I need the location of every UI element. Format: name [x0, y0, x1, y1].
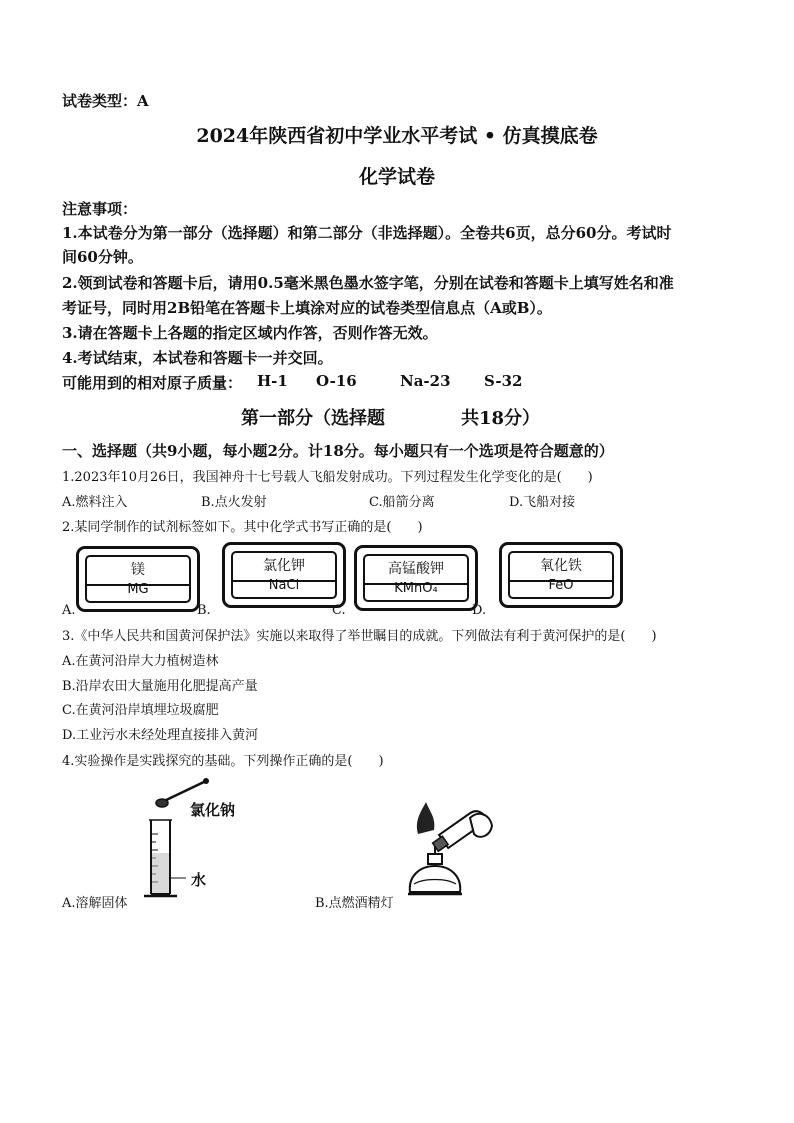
- q4-option-a: A.溶解固体: [62, 896, 128, 911]
- q3-option-d: D.工业污水未经处理直接排入黄河: [62, 728, 259, 743]
- q3-option-a: A.在黄河沿岸大力植树造林: [62, 654, 219, 669]
- notice-item-4: 4.考试结束，本试卷和答题卡一并交回。: [62, 349, 333, 367]
- q2-label-b: [222, 542, 346, 608]
- q2-label-a-formula: MG: [127, 582, 149, 597]
- q4-stem: 4.实验操作是实践探究的基础。下列操作正确的是( ): [62, 754, 384, 769]
- notice-item-1-cont: 间60分钟。: [62, 248, 143, 266]
- part1-score: 共18分）: [461, 408, 541, 429]
- q1-option-b: B.点火发射: [201, 495, 267, 510]
- q2-option-d-letter: D.: [472, 603, 487, 618]
- q2-label-a: [76, 546, 200, 612]
- q2-label-b-name: 氯化钾: [233, 553, 335, 582]
- q1-option-c: C.船箭分离: [369, 495, 435, 510]
- q1-option-d: D.飞船对接: [509, 495, 576, 510]
- q2-label-c-formula: KMnO₄: [394, 581, 438, 596]
- atomic-mass-h: H-1: [257, 372, 288, 390]
- notice-heading: 注意事项：: [62, 200, 138, 218]
- fig-a-label-nacl: 氯化钠: [190, 801, 236, 819]
- alcohol-lamp-figure: [400, 800, 500, 900]
- q2-option-a-letter: A.: [62, 603, 76, 618]
- exam-title: 2024年陕西省初中学业水平考试 • 仿真摸底卷: [196, 125, 598, 147]
- notice-item-1: 1.本试卷分为第一部分（选择题）和第二部分（非选择题）。全卷共6页，总分60分。考试时: [62, 224, 672, 242]
- q2-label-d-name: 氧化铁: [510, 553, 612, 582]
- atomic-mass-na: Na-23: [400, 372, 451, 390]
- q2-label-a-name: 镁: [87, 557, 189, 586]
- q4-option-b: B.点燃酒精灯: [315, 896, 394, 911]
- q2-label-c: [354, 545, 478, 611]
- section-heading: 一、选择题（共9小题，每小题2分。计18分。每小题只有一个选项是符合题意的）: [62, 442, 614, 460]
- q3-option-c: C.在黄河沿岸填埋垃圾腐肥: [62, 703, 219, 718]
- fig-a-label-water: 水: [191, 871, 207, 889]
- q2-label-d: [499, 542, 623, 608]
- part1-title: 第一部分（选择题: [241, 408, 385, 429]
- q2-label-d-formula: FeO: [548, 578, 574, 593]
- notice-item-2: 2.领到试卷和答题卡后，请用0.5毫米黑色墨水签字笔，分别在试卷和答题卡上填写姓名和准: [62, 274, 674, 292]
- q1-option-a: A.燃料注入: [62, 495, 128, 510]
- subject-title: 化学试卷: [358, 166, 435, 188]
- atomic-mass-s: S-32: [484, 372, 523, 390]
- notice-item-3: 3.请在答题卡上各题的指定区域内作答，否则作答无效。: [62, 324, 438, 342]
- q3-option-b: B.沿岸农田大量施用化肥提高产量: [62, 679, 258, 694]
- q2-option-c-letter: C.: [332, 603, 346, 618]
- q2-option-b-letter: B.: [197, 603, 211, 618]
- q3-stem: 3.《中华人民共和国黄河保护法》实施以来取得了举世瞩目的成就。下列做法有利于黄河保护的是( ): [62, 629, 657, 644]
- cylinder-figure: [140, 778, 230, 898]
- paper-type: 试卷类型：A: [62, 92, 149, 110]
- q2-label-c-name: 高锰酸钾: [365, 556, 467, 585]
- atomic-mass-label: 可能用到的相对原子质量：: [62, 374, 243, 392]
- q2-stem: 2.某同学制作的试剂标签如下。其中化学式书写正确的是( ): [62, 520, 423, 535]
- notice-item-2-cont: 考证号，同时用2B铅笔在答题卡上填涂对应的试卷类型信息点（A或B）。: [62, 299, 552, 317]
- q1-stem: 1.2023年10月26日，我国神舟十七号载人飞船发射成功。下列过程发生化学变化的是( ): [62, 470, 593, 485]
- q2-label-b-formula: NaCl: [268, 578, 300, 593]
- atomic-mass-o: O-16: [316, 372, 357, 390]
